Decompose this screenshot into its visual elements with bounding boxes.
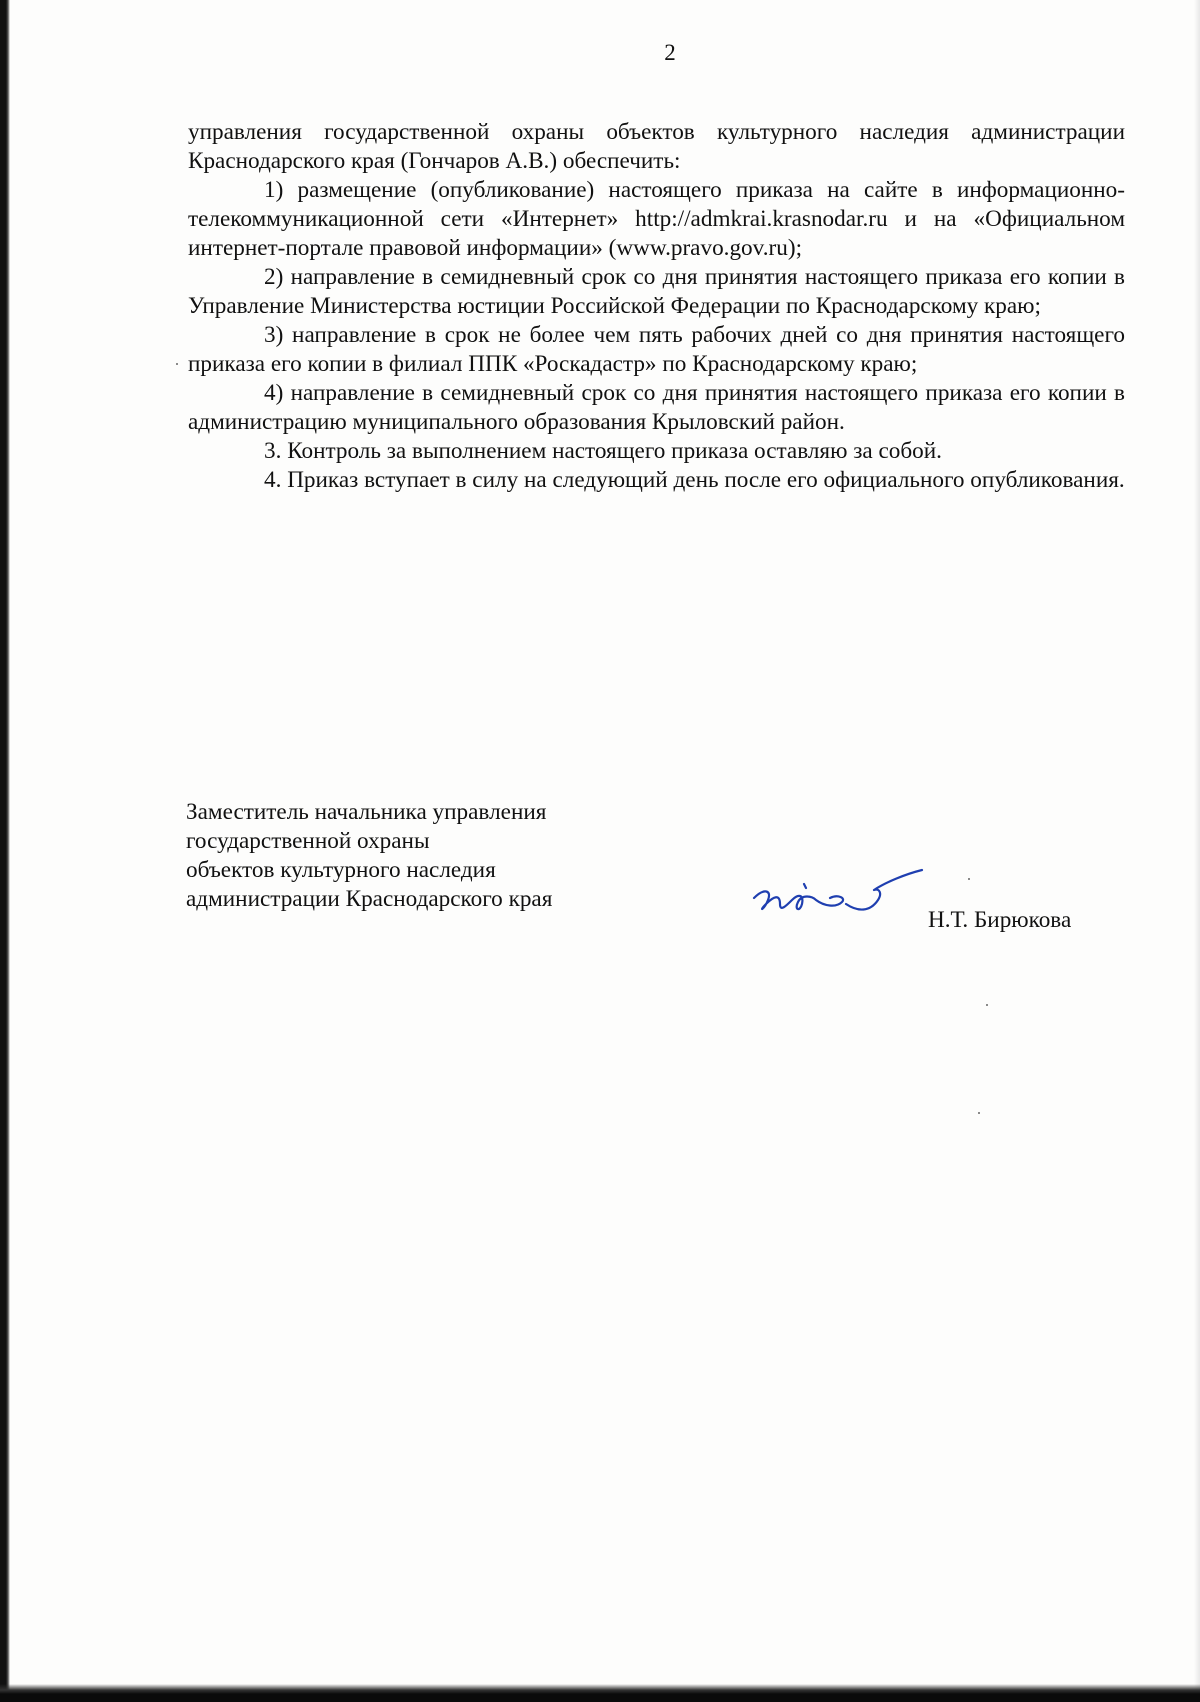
scan-speck: [978, 1112, 980, 1114]
position-line: Заместитель начальника управления: [186, 799, 547, 825]
document-body: [188, 118, 1125, 495]
position-line: администрации Краснодарского края: [186, 886, 553, 912]
position-line: государственной охраны: [186, 828, 430, 854]
handwritten-signature: [746, 860, 926, 930]
page-number: 2: [664, 40, 676, 65]
scan-speck: [968, 878, 970, 880]
paragraph-item-2: 2) направление в семидневный срок со дня принятия настоящего приказа его копии в Управление Министерства юстиции Российской Федерации по Краснодарскому краю;: [188, 264, 1125, 319]
paragraph-clause-4: 4. Приказ вступает в силу на следующий день после его официального опубликования.: [264, 467, 1125, 493]
scan-speck: [176, 363, 178, 365]
scan-left-edge: [0, 0, 10, 1702]
paragraph-clause-3: 3. Контроль за выполнением настоящего приказа оставляю за собой.: [264, 438, 942, 464]
scan-bottom-edge: [0, 1684, 1200, 1702]
position-line: объектов культурного наследия: [186, 857, 496, 883]
scan-right-edge: [1194, 0, 1200, 1702]
paragraph-continuation: управления государственной охраны объектов культурного наследия администрации Краснодарского края (Гончаров А.В.) обеспечить:: [188, 119, 1125, 174]
paragraph-item-4: 4) направление в семидневный срок со дня принятия настоящего приказа его копии в администрацию муниципального образования Крыловский район.: [188, 380, 1125, 435]
signer-name: Н.Т. Бирюкова: [928, 907, 1072, 933]
paragraph-item-3: 3) направление в срок не более чем пять рабочих дней со дня принятия настоящего приказа его копии в филиал ППК «Роскадастр» по Краснодарскому краю;: [188, 322, 1125, 377]
signatory-position: [186, 798, 552, 914]
paragraph-item-1: 1) размещение (опубликование) настоящего приказа на сайте в информационно-телекоммуникационной сети «Интернет» http://admkrai.krasnodar.ru и на «Официальном интернет-портале правовой информации» (www.pravo.gov.ru);: [188, 177, 1125, 261]
scan-speck: [986, 1004, 988, 1006]
signature-stroke: [754, 870, 922, 910]
